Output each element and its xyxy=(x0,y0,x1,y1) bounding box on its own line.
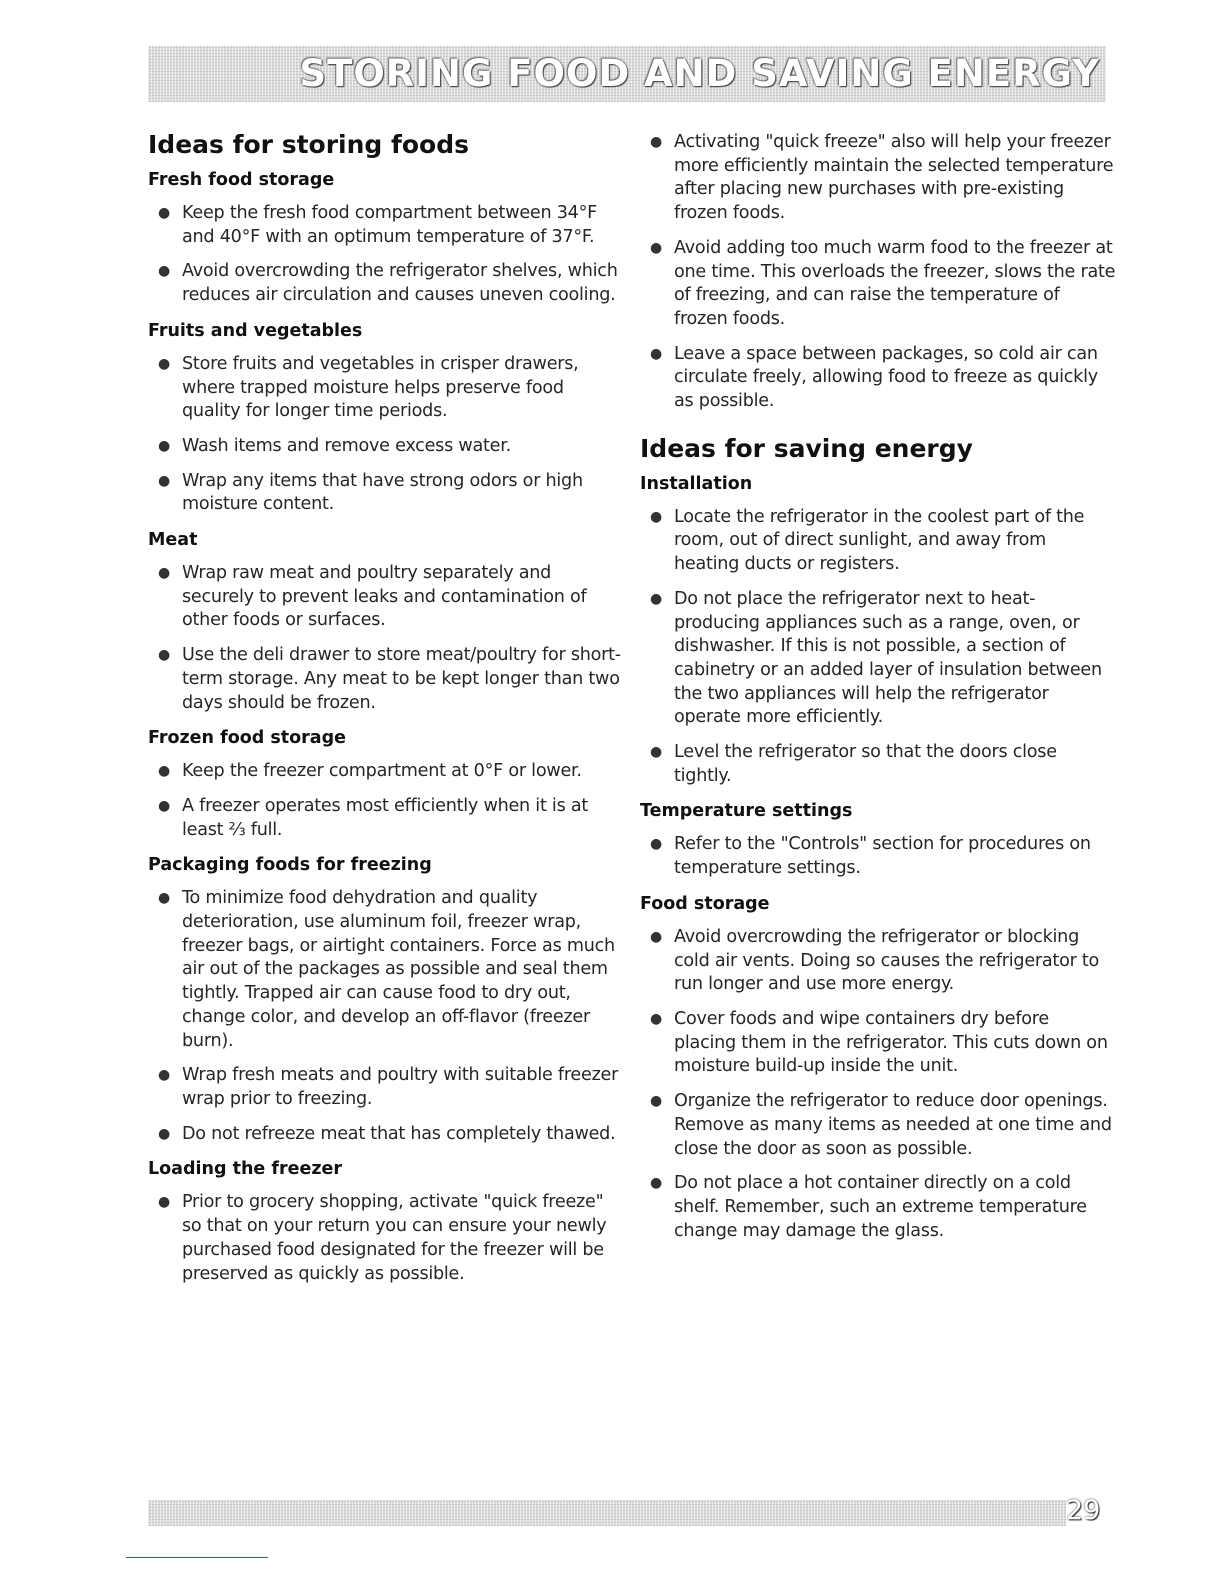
list-item-text: Do not place a hot container directly on a cold shelf. Remember, such an extreme temperature change may damage the glass. xyxy=(674,1173,1087,1241)
list-item xyxy=(148,435,623,459)
bullet-icon: ● xyxy=(650,345,662,362)
bullet-icon: ● xyxy=(650,1093,662,1110)
bullet-list xyxy=(148,562,623,715)
list-item-text: Leave a space between packages, so cold air can circulate freely, allowing food to freeze as quickly as possible. xyxy=(674,343,1098,412)
left-sections xyxy=(148,168,623,1286)
left-column xyxy=(148,128,623,1297)
bullet-icon: ● xyxy=(650,508,662,525)
list-item xyxy=(640,1008,1116,1079)
title-banner xyxy=(148,46,1106,102)
bullet-icon: ● xyxy=(650,590,662,607)
list-item xyxy=(640,237,1116,332)
list-item-text: Use the deli drawer to store meat/poultry for short-term storage. Any meat to be kept longer than two days should be frozen. xyxy=(182,645,621,713)
divider xyxy=(126,1557,268,1558)
list-item-text: Locate the refrigerator in the coolest part of the room, out of direct sunlight, and away from heating ducts or registers. xyxy=(674,506,1085,575)
right-sections xyxy=(640,472,1116,1244)
bullet-list xyxy=(148,887,623,1146)
bullet-icon: ● xyxy=(158,1125,170,1142)
section-heading: Temperature settings xyxy=(640,801,853,822)
list-item xyxy=(148,887,623,1053)
list-item-text: Do not refreeze meat that has completely thawed. xyxy=(182,1123,616,1144)
bullet-list xyxy=(148,353,623,517)
list-item xyxy=(148,760,623,784)
page-title: STORING FOOD AND SAVING ENERGY xyxy=(299,52,1100,95)
list-item-text: Wrap fresh meats and poultry with suitable freezer wrap prior to freezing. xyxy=(182,1065,619,1109)
right-intro-list xyxy=(640,131,1116,414)
page-number: 29 xyxy=(1066,1495,1101,1526)
footer-bar xyxy=(148,1500,1066,1526)
bullet-icon: ● xyxy=(158,355,170,372)
bullet-icon: ● xyxy=(650,744,662,761)
list-item xyxy=(148,470,623,517)
list-item-text: Do not place the refrigerator next to heat-producing appliances such as a range, oven, or dishwasher. If this is not possible, a section of cabinetry or an added layer of insulation between the two appliances will help the refrigerator operate more efficiently. xyxy=(674,588,1102,728)
section-heading: Packaging foods for freezing xyxy=(148,855,432,876)
bullet-icon: ● xyxy=(650,836,662,853)
bullet-icon: ● xyxy=(650,1175,662,1192)
list-item-text: A freezer operates most efficiently when it is at least ⅔ full. xyxy=(182,795,589,840)
list-item-text: Wash items and remove excess water. xyxy=(182,435,511,456)
section-heading: Fruits and vegetables xyxy=(148,320,363,341)
list-item-text: Level the refrigerator so that the doors close tightly. xyxy=(674,742,1057,786)
list-item xyxy=(640,741,1116,788)
bullet-list xyxy=(148,202,623,308)
list-item-text: Wrap any items that have strong odors or high moisture content. xyxy=(182,470,583,515)
list-item xyxy=(640,343,1116,414)
list-item xyxy=(640,833,1116,880)
bullet-icon: ● xyxy=(650,1010,662,1027)
bullet-list xyxy=(640,833,1116,880)
section-heading: Food storage xyxy=(640,893,770,914)
list-item-text: Prior to grocery shopping, activate "quick freeze" so that on your return you can ensure your newly purchased food designated for the freezer will be preserved as quickly as possible. xyxy=(182,1192,607,1284)
bullet-list xyxy=(640,506,1116,789)
list-item xyxy=(148,562,623,633)
list-item xyxy=(640,131,1116,226)
bullet-icon: ● xyxy=(158,1067,170,1084)
list-item xyxy=(640,588,1116,730)
list-item xyxy=(640,506,1116,577)
bullet-icon: ● xyxy=(650,928,662,945)
bullet-icon: ● xyxy=(158,565,170,582)
list-item xyxy=(640,926,1116,997)
bullet-icon: ● xyxy=(158,472,170,489)
list-item-text: To minimize food dehydration and quality deterioration, use aluminum foil, freezer wrap, freezer bags, or airtight containers. Force as much air out of the packages as possible and seal them tightly. Trapped air can cause food to dry out, change color, and develop an off-flavor (freezer burn). xyxy=(182,888,615,1051)
list-item xyxy=(148,795,623,842)
list-item xyxy=(640,1090,1116,1161)
bullet-list xyxy=(640,926,1116,1243)
bullet-icon: ● xyxy=(158,890,170,907)
bullet-icon: ● xyxy=(650,239,662,256)
list-item-text: Keep the fresh food compartment between 34°F and 40°F with an optimum temperature of 37°F. xyxy=(182,203,598,247)
bullet-icon: ● xyxy=(158,263,170,280)
bullet-icon: ● xyxy=(158,437,170,454)
section-heading: Fresh food storage xyxy=(148,170,335,190)
list-item xyxy=(148,202,623,249)
bullet-icon: ● xyxy=(158,205,170,221)
right-column xyxy=(640,131,1116,1254)
bullet-icon: ● xyxy=(158,647,170,664)
list-item-text: Refer to the "Controls" section for procedures on temperature settings. xyxy=(674,834,1091,879)
saving-energy-heading: Ideas for saving energy xyxy=(640,433,973,463)
list-item xyxy=(148,260,623,307)
bullet-icon: ● xyxy=(650,134,662,150)
list-item xyxy=(148,1191,623,1286)
list-item-text: Wrap raw meat and poultry separately and securely to prevent leaks and contamination of other foods or surfaces. xyxy=(182,563,587,631)
list-item xyxy=(148,1123,623,1147)
list-item xyxy=(640,1172,1116,1243)
bullet-list xyxy=(148,1191,623,1286)
bullet-list xyxy=(148,760,623,842)
bullet-icon: ● xyxy=(158,1194,170,1211)
list-item-text: Cover foods and wipe containers dry before placing them in the refrigerator. This cuts down on moisture build-up inside the unit. xyxy=(674,1008,1108,1077)
list-item-text: Avoid overcrowding the refrigerator or blocking cold air vents. Doing so causes the refrigerator to run longer and use more energy. xyxy=(674,926,1100,995)
list-item xyxy=(148,353,623,424)
section-heading: Loading the freezer xyxy=(148,1159,343,1180)
section-heading: Installation xyxy=(640,473,753,494)
list-item xyxy=(148,1064,623,1111)
list-item-text: Avoid adding too much warm food to the freezer at one time. This overloads the freezer, slows the rate of freezing, and can raise the temperature of frozen foods. xyxy=(674,237,1116,329)
list-item-text: Store fruits and vegetables in crisper drawers, where trapped moisture helps preserve food quality for longer time periods. xyxy=(182,353,579,422)
list-item-text: Keep the freezer compartment at 0°F or lower. xyxy=(182,761,582,782)
list-item-text: Organize the refrigerator to reduce door openings. Remove as many items as needed at one time and close the door as soon as possible. xyxy=(674,1091,1112,1159)
list-item xyxy=(148,644,623,715)
bullet-icon: ● xyxy=(158,763,170,780)
storing-foods-heading: Ideas for storing foods xyxy=(148,130,469,159)
section-heading: Meat xyxy=(148,530,198,551)
section-heading: Frozen food storage xyxy=(148,728,347,749)
list-item-text: Avoid overcrowding the refrigerator shelves, which reduces air circulation and causes uneven cooling. xyxy=(182,261,618,306)
bullet-icon: ● xyxy=(158,797,170,814)
list-item-text: Activating "quick freeze" also will help your freezer more efficiently maintain the selected temperature after placing new purchases with pre-existing frozen foods. xyxy=(674,132,1114,224)
